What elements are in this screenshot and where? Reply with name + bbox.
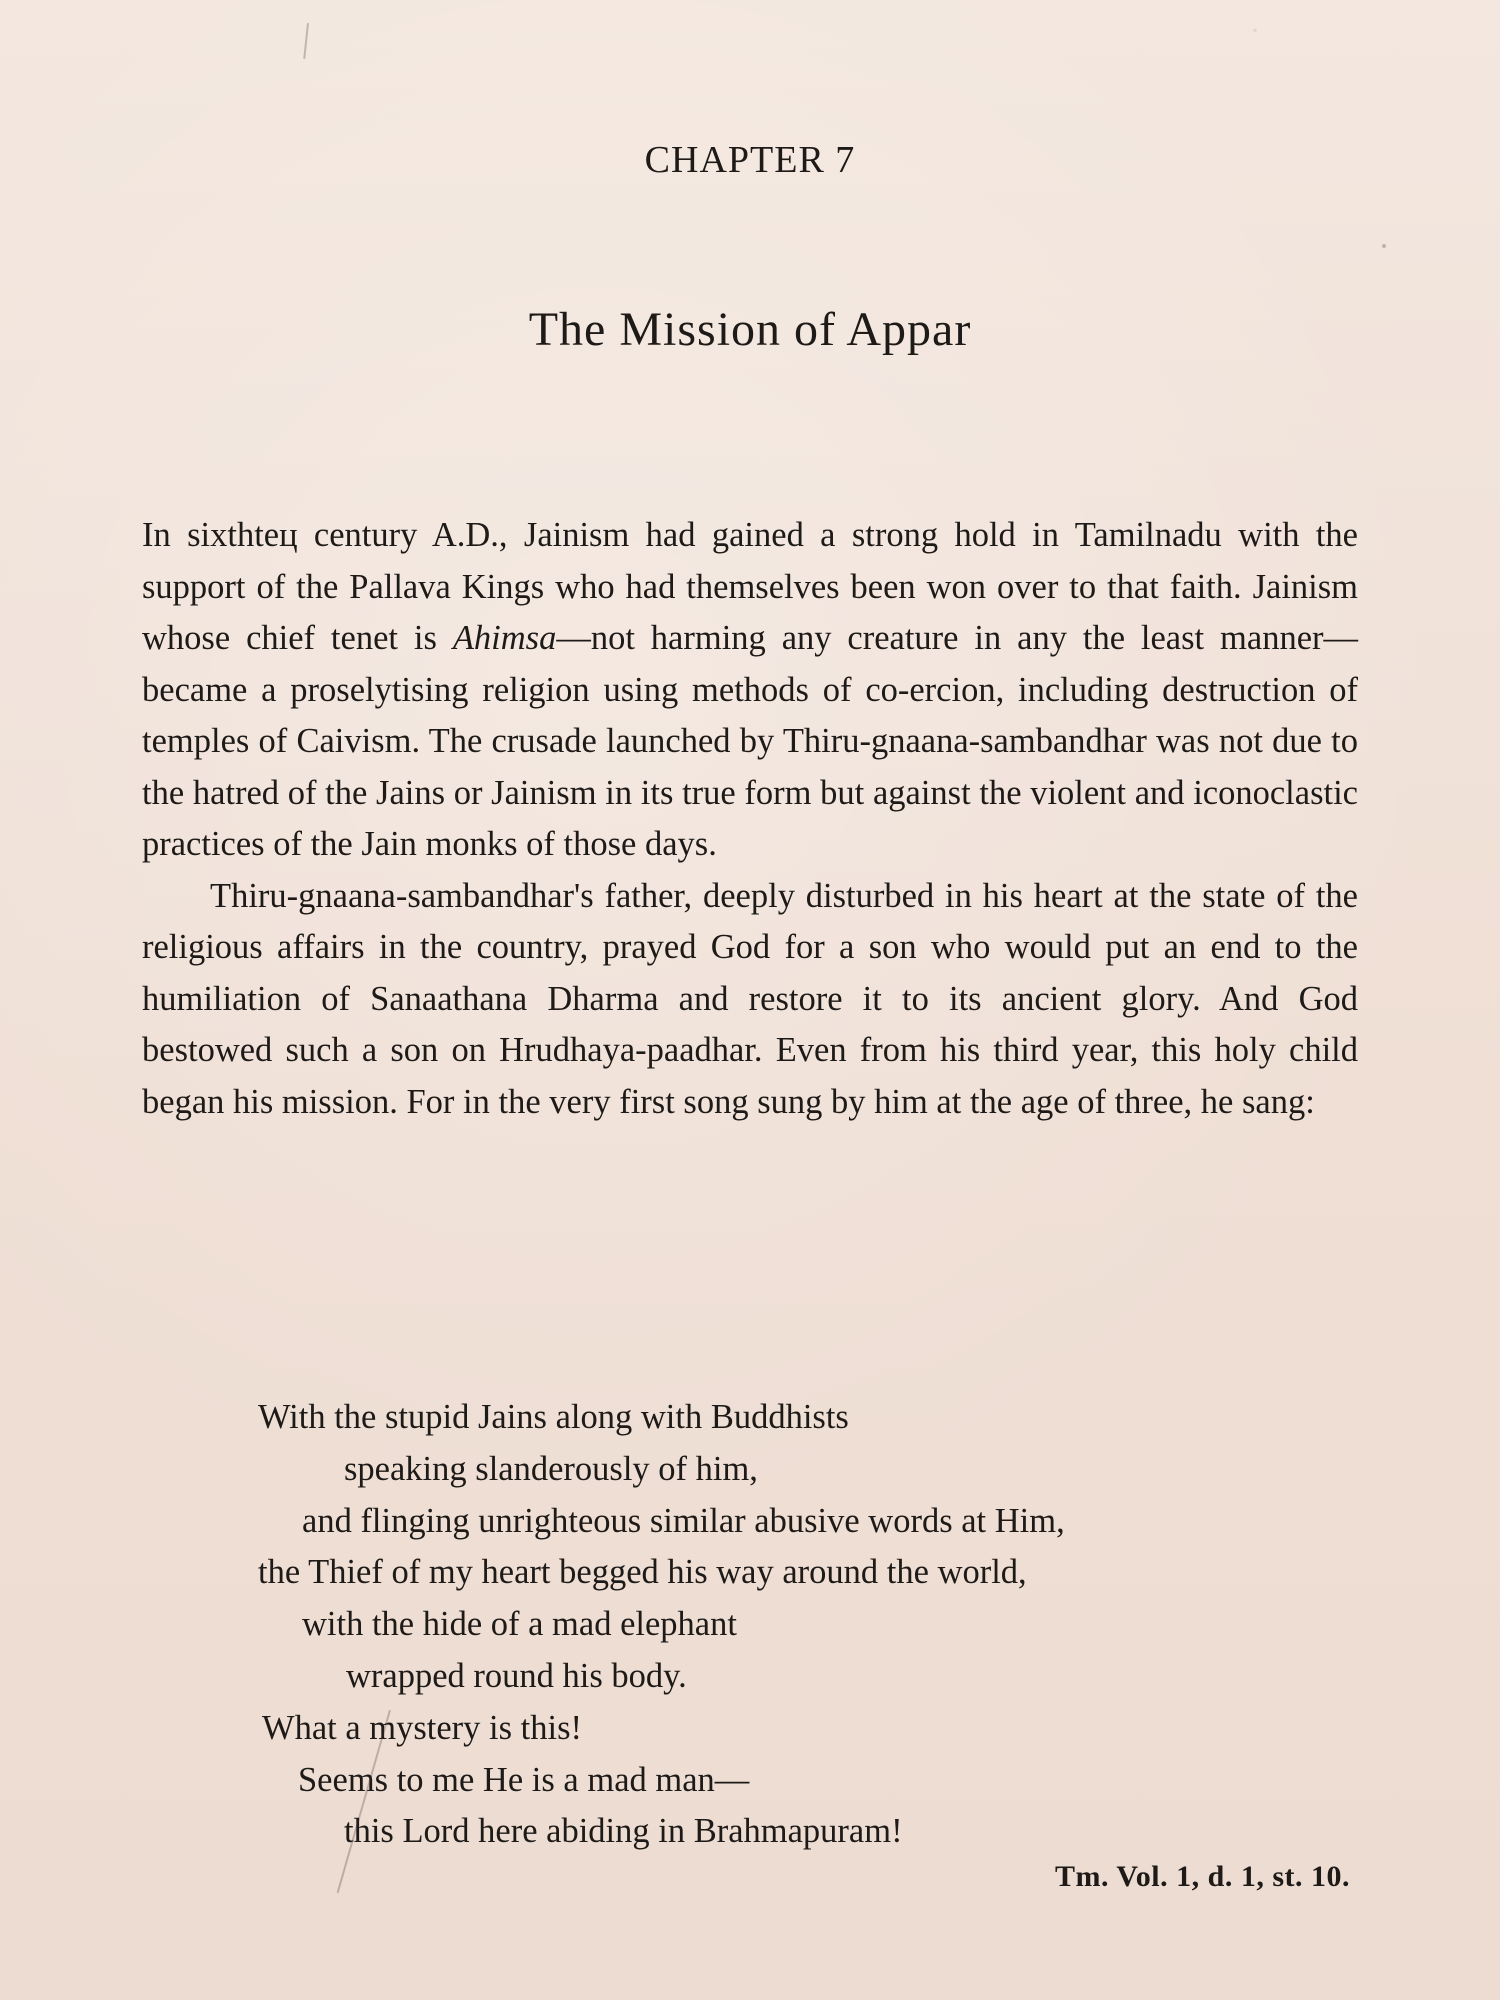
poem-line: wrapped round his body.	[346, 1656, 687, 1695]
poem-line: and flinging unrighteous similar abusive words at Him,	[302, 1501, 1065, 1540]
ink-dot	[1382, 244, 1386, 248]
paragraph-1-text-start: In sixthteц century A.D., Jainism had gained a strong hold in Tamilnadu with the support of the Pallava Kings who had themselves been won over to that faith. Jainism whose chief tenet is	[142, 516, 1358, 657]
poem-line: speaking slanderously of him,	[344, 1449, 758, 1488]
paragraph-2: Thiru-gnaana-sambandhar's father, deeply disturbed in his heart at the state of the religious affairs in the country, prayed God for a son who would put an end to the humiliation of Sanaathana Dharma and restore it to its ancient glory. And God bestowed such a son on Hrudhaya-paadhar. Even from his third year, this holy child began his mission. For in the very first song sung by him at the age of three, he sang:	[142, 876, 1358, 1121]
paragraph-1	[142, 510, 1358, 871]
bleed-through-mark: ·	[1250, 14, 1260, 47]
quoted-song	[258, 1392, 1338, 1858]
poem-line: with the hide of a mad elephant	[302, 1605, 737, 1644]
poem-line: Seems to me He is a mad man—	[298, 1760, 750, 1799]
paragraph-1-text-end: —not harming any creature in any the least manner—became a proselytising religion using methods of co-ercion, including destruction of temples of Caivism. The crusade launched by Thiru-gnaana-sambandhar was not due to the hatred of the Jains or Jainism in its true form but against the violent and iconoclastic practices of the Jain monks of those days.	[142, 619, 1358, 863]
ahimsa-term: Ahimsa	[452, 619, 557, 657]
pen-mark	[303, 23, 309, 59]
chapter-heading: CHAPTER 7	[644, 139, 856, 181]
poem-line: the Thief of my heart begged his way around the world,	[258, 1553, 1027, 1592]
poem-line: this Lord here abiding in Brahmapuram!	[344, 1812, 903, 1851]
poem-line: What a mystery is this!	[262, 1708, 583, 1747]
chapter-title: The Mission of Appar	[528, 303, 972, 356]
main-text	[142, 510, 1358, 1128]
poem-line: With the stupid Jains along with Buddhists	[258, 1398, 849, 1436]
source-citation: Tm. Vol. 1, d. 1, st. 10.	[1054, 1860, 1350, 1893]
bleed-through-shadow	[890, 255, 898, 302]
bleed-through-shadow	[330, 60, 338, 107]
